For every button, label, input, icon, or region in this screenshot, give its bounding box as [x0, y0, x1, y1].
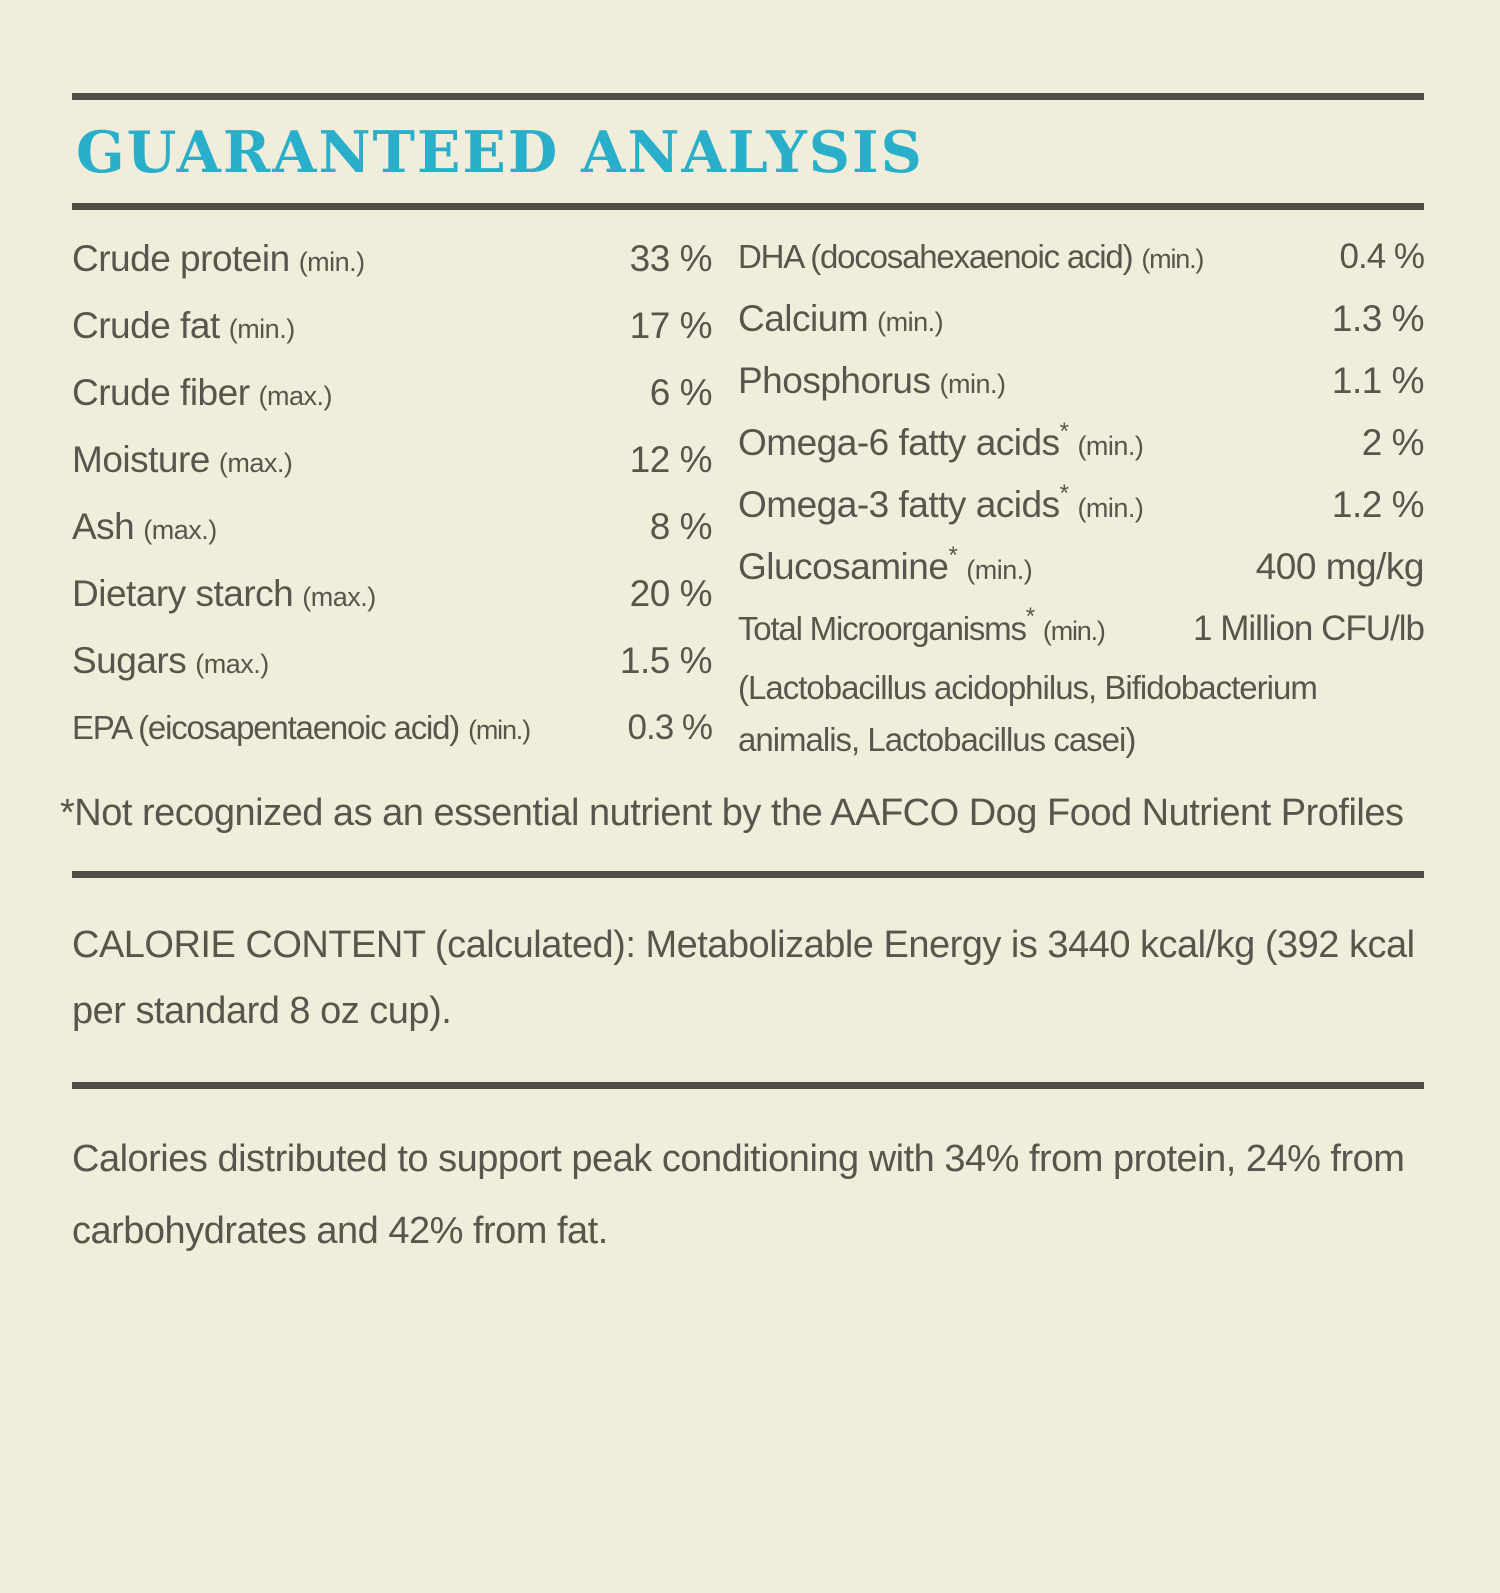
nutrient-row-dha [738, 226, 1424, 288]
nutrient-label [72, 640, 269, 682]
nutrient-qualifier: (min.) [298, 247, 365, 278]
nutrient-label [72, 709, 530, 747]
nutrient-name: Dietary starch [72, 573, 294, 615]
nutrient-qualifier: (min.) [228, 314, 295, 345]
nutrient-name: DHA (docosahexaenoic acid) [738, 237, 1133, 275]
asterisk-superscript: * [948, 541, 958, 569]
calorie-content-text: CALORIE CONTENT (calculated): Metabolizable Energy is 3440 kcal/kg (392 kcal per standard 8 oz cup). [72, 923, 1415, 1032]
nutrient-value: 8 % [649, 506, 712, 548]
guaranteed-analysis-panel [0, 93, 1500, 1267]
nutrient-label [738, 360, 1005, 402]
nutrient-name: EPA (eicosapentaenoic acid) [72, 709, 460, 747]
nutrient-label [738, 238, 1203, 276]
nutrient-name: Total Microorganisms [738, 609, 1026, 647]
nutrient-qualifier: (max.) [143, 515, 217, 546]
calorie-distribution-text: Calories distributed to support peak conditioning with 34% from protein, 24% from carbohydrates and 42% from fat. [72, 1137, 1405, 1252]
nutrient-row-dietary-starch [72, 561, 712, 628]
nutrient-column-left [72, 226, 712, 766]
nutrient-row-sugars [72, 628, 712, 695]
nutrient-row-omega3 [738, 474, 1424, 536]
nutrient-value: 1.2 % [1331, 483, 1424, 525]
aafco-footnote: *Not recognized as an essential nutrient by the AAFCO Dog Food Nutrient Profiles [60, 791, 1404, 834]
nutrient-value: 17 % [629, 305, 712, 347]
section-divider-distribution [72, 1082, 1424, 1089]
nutrient-name: Omega-3 fatty acids [738, 483, 1060, 525]
nutrient-table [72, 226, 1424, 766]
nutrient-value: 0.3 % [627, 708, 712, 748]
nutrient-qualifier: (max.) [302, 582, 376, 613]
nutrient-qualifier: (min.) [1077, 492, 1144, 523]
nutrient-name: Glucosamine [738, 545, 949, 587]
nutrient-label [738, 479, 1144, 526]
nutrient-label [738, 602, 1105, 648]
nutrient-value: 33 % [629, 238, 712, 280]
page-title: GUARANTEED ANALYSIS [76, 119, 924, 186]
nutrient-name: Ash [72, 506, 135, 548]
nutrient-qualifier: (min.) [877, 306, 944, 337]
nutrient-label [738, 417, 1144, 464]
nutrient-row-ash [72, 494, 712, 561]
nutrient-row-omega6 [738, 412, 1424, 474]
nutrient-row-glucosamine [738, 536, 1424, 598]
nutrient-row-crude-protein [72, 226, 712, 293]
nutrient-qualifier: (min.) [1042, 615, 1105, 646]
asterisk-superscript: * [1059, 417, 1069, 445]
title-divider [72, 203, 1424, 210]
nutrient-name: Crude fat [72, 305, 220, 347]
nutrient-qualifier: (max.) [258, 381, 333, 412]
nutrient-name: Sugars [72, 640, 187, 682]
nutrient-label [72, 305, 295, 347]
nutrient-row-total-microorganisms [738, 598, 1424, 660]
nutrient-row-crude-fiber [72, 360, 712, 427]
nutrient-qualifier: (max.) [195, 649, 269, 680]
nutrient-label [738, 298, 943, 340]
nutrient-name: Phosphorus [738, 359, 931, 401]
nutrient-name: Calcium [738, 297, 869, 339]
nutrient-label [72, 573, 376, 615]
nutrient-row-epa [72, 695, 712, 762]
asterisk-superscript: * [1025, 602, 1034, 630]
nutrient-column-right [738, 226, 1424, 766]
nutrient-label [72, 506, 217, 548]
nutrient-qualifier: (min.) [1141, 243, 1204, 274]
nutrient-row-crude-fat [72, 293, 712, 360]
nutrient-value: 20 % [629, 573, 712, 615]
nutrient-value: 6 % [649, 372, 712, 414]
nutrient-row-moisture [72, 427, 712, 494]
nutrient-qualifier: (min.) [468, 715, 530, 746]
nutrient-name: Omega-6 fatty acids [738, 421, 1060, 463]
nutrient-label [738, 541, 1033, 588]
nutrient-label [72, 372, 332, 414]
nutrient-value: 0.4 % [1339, 236, 1424, 276]
nutrient-value: 2 % [1361, 421, 1424, 463]
nutrient-name: Crude fiber [72, 372, 250, 414]
nutrient-value: 1.1 % [1331, 359, 1424, 401]
nutrient-name: Crude protein [72, 238, 290, 280]
microorganisms-note: (Lactobacillus acidophilus, Bifidobacterium animalis, Lactobacillus casei) [738, 668, 1317, 758]
nutrient-value: 1.5 % [619, 640, 712, 682]
nutrient-qualifier: (min.) [966, 554, 1033, 585]
asterisk-superscript: * [1059, 479, 1069, 507]
section-divider-calorie [72, 871, 1424, 878]
nutrient-label [72, 238, 365, 280]
top-divider [72, 93, 1424, 100]
nutrient-row-phosphorus [738, 350, 1424, 412]
nutrient-name: Moisture [72, 439, 210, 481]
nutrient-qualifier: (max.) [218, 448, 293, 479]
nutrient-value: 1.3 % [1331, 297, 1424, 339]
nutrient-qualifier: (min.) [1077, 430, 1144, 461]
nutrient-value: 400 mg/kg [1255, 545, 1424, 587]
nutrient-value: 1 Million CFU/lb [1193, 608, 1424, 648]
nutrient-label [72, 439, 292, 481]
nutrient-row-calcium [738, 288, 1424, 350]
nutrient-qualifier: (min.) [939, 368, 1006, 399]
nutrient-value: 12 % [629, 439, 712, 481]
